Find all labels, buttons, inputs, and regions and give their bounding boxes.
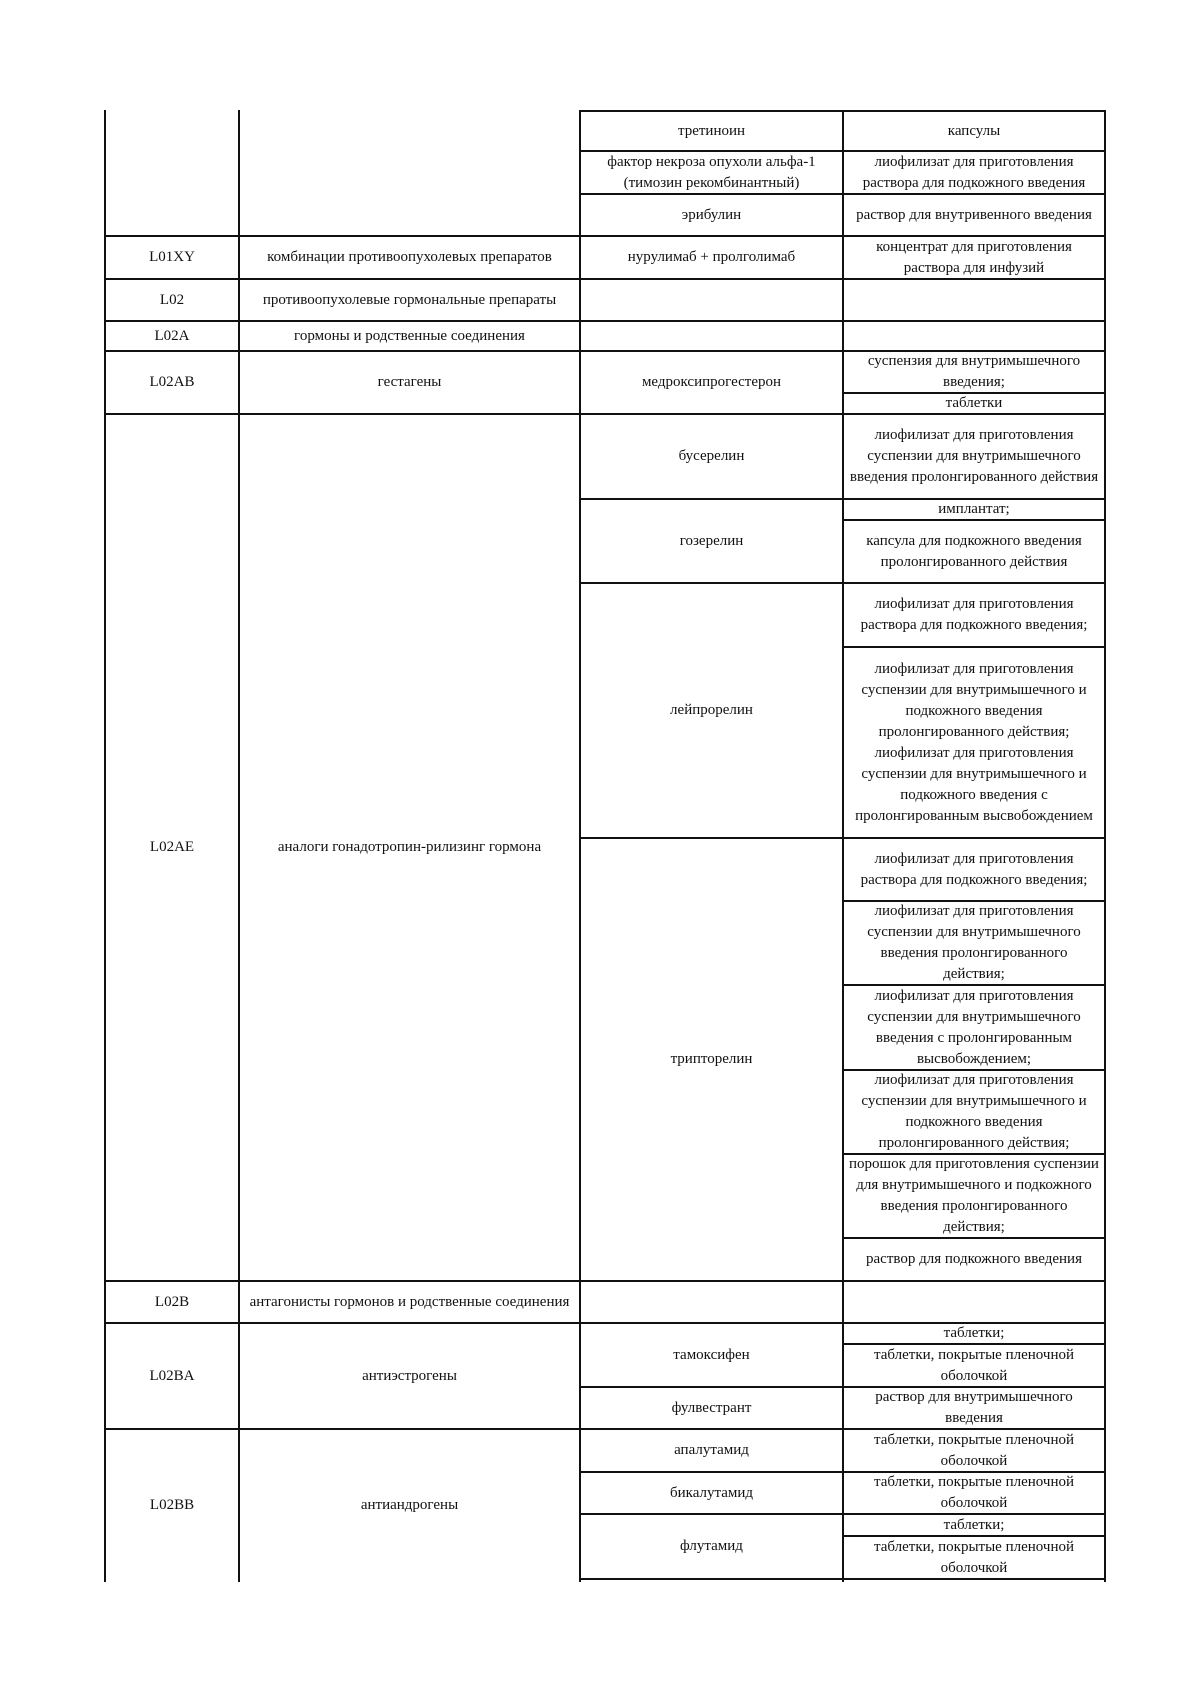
drug-name-cell: бусерелин [678, 448, 745, 464]
dosage-form-cell: таблетки, покрытые пленочной оболочкой [873, 1431, 1074, 1469]
drug-name-cell: медроксипрогестерон [641, 374, 782, 390]
dosage-form-cell: лиофилизат для приготовления суспензии для внутримышечного и подкожного введения пролонгированного действия; [861, 1072, 1087, 1151]
drug-name-cell: апалутамид [674, 1442, 749, 1458]
atc-group-cell: противоопухолевые гормональные препараты [262, 291, 557, 308]
dosage-form-cell: таблетки; [943, 1325, 1005, 1341]
atc-group-cell: антагонисты гормонов и родственные соединения [249, 1293, 570, 1310]
drug-name-cell: тамоксифен [673, 1346, 750, 1363]
dosage-form-cell: таблетки [945, 395, 1003, 411]
dosage-form-cell: лиофилизат для приготовления раствора для подкожного введения; [860, 850, 1088, 888]
atc-group-cell: антиандрогены [360, 1496, 459, 1513]
dosage-form-cell: раствор для внутривенного введения [856, 206, 1092, 223]
atc-group-cell: комбинации противоопухолевых препаратов [267, 249, 552, 265]
dosage-form-cell: лиофилизат для приготовления суспензии для внутримышечного введения пролонгированного действия [849, 427, 1099, 485]
atc-group-cell: аналоги гонадотропин-рилизинг гормона [277, 839, 542, 855]
atc-code-cell: L02A [154, 327, 190, 344]
drug-name-cell: нурулимаб + пролголимаб [627, 249, 796, 265]
dosage-form-cell: лиофилизат для приготовления раствора для подкожного введения; [860, 596, 1088, 633]
dosage-form-cell: капсулы [947, 122, 1001, 139]
drug-name-cell: фулвестрант [671, 1399, 752, 1416]
atc-code-cell: L02AE [149, 839, 195, 855]
dosage-form-cell: лиофилизат для приготовления суспензии для внутримышечного введения пролонгированного действия; [867, 903, 1081, 982]
atc-code-cell: L02BA [149, 1367, 195, 1384]
atc-group-cell: гестагены [377, 374, 442, 390]
dosage-form-cell: таблетки, покрытые пленочной оболочкой [873, 1538, 1074, 1576]
dosage-form-cell: концентрат для приготовления раствора для инфузий [876, 238, 1072, 276]
atc-group-cell: антиэстрогены [362, 1367, 457, 1384]
drug-name-cell: лейпрорелин [670, 702, 753, 718]
drug-name-cell: трипторелин [670, 1051, 753, 1067]
dosage-form-cell: капсула для подкожного введения пролонгированного действия [866, 532, 1082, 570]
drug-name-cell: третиноин [677, 122, 746, 139]
drug-name-cell: гозерелин [679, 532, 744, 549]
dosage-form-cell: таблетки, покрытые пленочной оболочкой [873, 1474, 1074, 1511]
atc-group-cell: гормоны и родственные соединения [294, 327, 525, 344]
atc-code-cell: L02B [154, 1293, 190, 1310]
dosage-form-cell: суспензия для внутримышечного введения; [867, 353, 1081, 390]
atc-code-cell: L02BB [149, 1496, 195, 1513]
dosage-form-cell: порошок для приготовления суспензии для внутримышечного и подкожного введения пролонгированного действия; [849, 1156, 1099, 1235]
dosage-form-cell: лиофилизат для приготовления суспензии для внутримышечного и подкожного введения пролонгированного действия; лиофилизат для приготовления суспензии для внутримышечного и подкожного введения с пролонгированным высвобождением [855, 660, 1093, 824]
atc-code-cell: L02 [159, 291, 185, 308]
drug-name-cell: фактор некроза опухоли альфа-1 (тимозин рекомбинантный) [607, 153, 816, 191]
atc-code-cell: L01XY [149, 249, 195, 265]
dosage-form-cell: лиофилизат для приготовления раствора для подкожного введения [862, 153, 1086, 191]
drug-name-cell: флутамид [680, 1538, 743, 1554]
dosage-form-cell: лиофилизат для приготовления суспензии для внутримышечного введения с пролонгированным высвобождением; [867, 987, 1081, 1067]
dosage-form-cell: раствор для внутримышечного введения [875, 1389, 1073, 1426]
atc-code-cell: L02AB [149, 374, 195, 390]
table-border-right [1104, 110, 1106, 1582]
dosage-form-cell: имплантат; [938, 501, 1010, 517]
dosage-form-cell: таблетки; [943, 1516, 1005, 1533]
drug-name-cell: бикалутамид [669, 1484, 754, 1501]
dosage-form-cell: таблетки, покрытые пленочной оболочкой [873, 1346, 1074, 1384]
dosage-form-cell: раствор для подкожного введения [866, 1251, 1082, 1267]
drug-name-cell: эрибулин [681, 206, 742, 223]
